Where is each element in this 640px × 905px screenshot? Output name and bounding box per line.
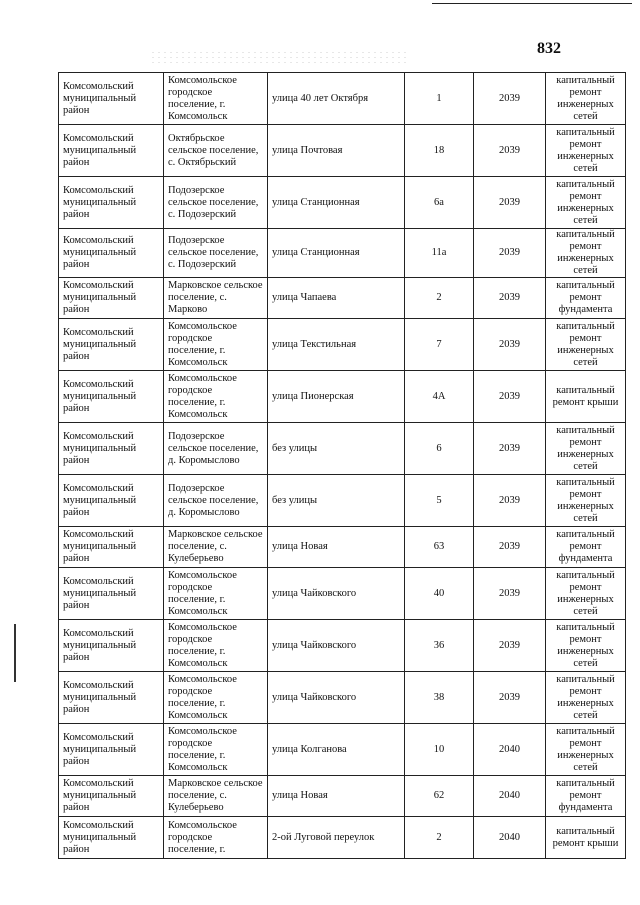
work-type-cell: капитальный ремонт инженерных сетей xyxy=(546,319,626,371)
year-cell: 2040 xyxy=(474,776,546,817)
year-cell: 2040 xyxy=(474,724,546,776)
settlement-cell: Октябрьское сельское поселение, с. Октябрьский xyxy=(164,125,268,177)
settlement-cell: Марковское сельское поселение, с. Марково xyxy=(164,278,268,319)
work-type-cell: капитальный ремонт инженерных сетей xyxy=(546,423,626,475)
district-cell: Комсомольский муниципальный район xyxy=(59,527,164,568)
year-cell: 2039 xyxy=(474,475,546,527)
year-cell: 2039 xyxy=(474,229,546,278)
street-cell: улица Чайковского xyxy=(268,620,405,672)
street-cell: 2-ой Луговой переулок xyxy=(268,817,405,859)
work-type-cell: капитальный ремонт фундамента xyxy=(546,278,626,319)
table-row xyxy=(59,527,626,568)
table-row xyxy=(59,423,626,475)
work-type-cell: капитальный ремонт инженерных сетей xyxy=(546,177,626,229)
year-cell: 2039 xyxy=(474,620,546,672)
table-row xyxy=(59,776,626,817)
street-cell: без улицы xyxy=(268,423,405,475)
table-row xyxy=(59,568,626,620)
district-cell: Комсомольский муниципальный район xyxy=(59,475,164,527)
table-row xyxy=(59,73,626,125)
work-type-cell: капитальный ремонт крыши xyxy=(546,371,626,423)
table-row xyxy=(59,229,626,278)
settlement-cell: Подозерское сельское поселение, д. Коромыслово xyxy=(164,475,268,527)
page-number: 832 xyxy=(537,40,561,57)
year-cell: 2039 xyxy=(474,371,546,423)
settlement-cell: Комсомольское городское поселение, г. Комсомольск xyxy=(164,73,268,125)
district-cell: Комсомольский муниципальный район xyxy=(59,620,164,672)
house-number-cell: 40 xyxy=(405,568,474,620)
year-cell: 2039 xyxy=(474,177,546,229)
district-cell: Комсомольский муниципальный район xyxy=(59,724,164,776)
street-cell: улица Чайковского xyxy=(268,672,405,724)
year-cell: 2039 xyxy=(474,319,546,371)
year-cell: 2039 xyxy=(474,125,546,177)
settlement-cell: Комсомольское городское поселение, г. Комсомольск xyxy=(164,371,268,423)
year-cell: 2039 xyxy=(474,278,546,319)
house-number-cell: 6а xyxy=(405,177,474,229)
work-type-cell: капитальный ремонт инженерных сетей xyxy=(546,125,626,177)
settlement-cell: Комсомольское городское поселение, г. Комсомольск xyxy=(164,620,268,672)
work-type-cell: капитальный ремонт инженерных сетей xyxy=(546,568,626,620)
table-row xyxy=(59,177,626,229)
street-cell: улица Текстильная xyxy=(268,319,405,371)
district-cell: Комсомольский муниципальный район xyxy=(59,125,164,177)
house-number-cell: 4А xyxy=(405,371,474,423)
settlement-cell: Комсомольское городское поселение, г. Комсомольск xyxy=(164,672,268,724)
year-cell: 2040 xyxy=(474,817,546,859)
street-cell: улица Новая xyxy=(268,776,405,817)
district-cell: Комсомольский муниципальный район xyxy=(59,817,164,859)
house-number-cell: 18 xyxy=(405,125,474,177)
year-cell: 2039 xyxy=(474,672,546,724)
district-cell: Комсомольский муниципальный район xyxy=(59,568,164,620)
table-row xyxy=(59,672,626,724)
district-cell: Комсомольский муниципальный район xyxy=(59,423,164,475)
house-number-cell: 5 xyxy=(405,475,474,527)
settlement-cell: Марковское сельское поселение, с. Кулеберьево xyxy=(164,527,268,568)
table-row xyxy=(59,371,626,423)
year-cell: 2039 xyxy=(474,568,546,620)
settlement-cell: Подозерское сельское поселение, с. Подозерский xyxy=(164,177,268,229)
settlement-cell: Комсомольское городское поселение, г. Комсомольск xyxy=(164,724,268,776)
settlement-cell: Подозерское сельское поселение, д. Коромыслово xyxy=(164,423,268,475)
scan-noise xyxy=(150,50,410,66)
margin-mark xyxy=(14,624,16,682)
house-number-cell: 7 xyxy=(405,319,474,371)
district-cell: Комсомольский муниципальный район xyxy=(59,672,164,724)
work-type-cell: капитальный ремонт крыши xyxy=(546,817,626,859)
work-type-cell: капитальный ремонт инженерных сетей xyxy=(546,73,626,125)
district-cell: Комсомольский муниципальный район xyxy=(59,177,164,229)
street-cell: улица Пионерская xyxy=(268,371,405,423)
table-row xyxy=(59,319,626,371)
house-number-cell: 2 xyxy=(405,817,474,859)
year-cell: 2039 xyxy=(474,527,546,568)
settlement-cell: Комсомольское городское поселение, г. Комсомольск xyxy=(164,319,268,371)
work-type-cell: капитальный ремонт инженерных сетей xyxy=(546,620,626,672)
street-cell: улица Чайковского xyxy=(268,568,405,620)
house-number-cell: 11а xyxy=(405,229,474,278)
street-cell: улица 40 лет Октября xyxy=(268,73,405,125)
district-cell: Комсомольский муниципальный район xyxy=(59,776,164,817)
year-cell: 2039 xyxy=(474,73,546,125)
house-number-cell: 38 xyxy=(405,672,474,724)
street-cell: улица Чапаева xyxy=(268,278,405,319)
district-cell: Комсомольский муниципальный район xyxy=(59,319,164,371)
house-number-cell: 62 xyxy=(405,776,474,817)
house-number-cell: 10 xyxy=(405,724,474,776)
district-cell: Комсомольский муниципальный район xyxy=(59,371,164,423)
house-number-cell: 2 xyxy=(405,278,474,319)
table-row xyxy=(59,620,626,672)
house-number-cell: 1 xyxy=(405,73,474,125)
district-cell: Комсомольский муниципальный район xyxy=(59,229,164,278)
house-number-cell: 63 xyxy=(405,527,474,568)
registry-table-body xyxy=(59,73,626,859)
table-row xyxy=(59,724,626,776)
table-row xyxy=(59,125,626,177)
table-row xyxy=(59,817,626,859)
district-cell: Комсомольский муниципальный район xyxy=(59,278,164,319)
table-row xyxy=(59,475,626,527)
house-number-cell: 36 xyxy=(405,620,474,672)
street-cell: улица Станционная xyxy=(268,177,405,229)
house-number-cell: 6 xyxy=(405,423,474,475)
work-type-cell: капитальный ремонт инженерных сетей xyxy=(546,475,626,527)
street-cell: улица Новая xyxy=(268,527,405,568)
street-cell: без улицы xyxy=(268,475,405,527)
work-type-cell: капитальный ремонт инженерных сетей xyxy=(546,724,626,776)
top-rule xyxy=(432,3,632,4)
settlement-cell: Марковское сельское поселение, с. Кулеберьево xyxy=(164,776,268,817)
settlement-cell: Комсомольское городское поселение, г. xyxy=(164,817,268,859)
registry-table xyxy=(58,72,626,859)
settlement-cell: Комсомольское городское поселение, г. Комсомольск xyxy=(164,568,268,620)
work-type-cell: капитальный ремонт фундамента xyxy=(546,527,626,568)
work-type-cell: капитальный ремонт инженерных сетей xyxy=(546,672,626,724)
table-row xyxy=(59,278,626,319)
street-cell: улица Колганова xyxy=(268,724,405,776)
settlement-cell: Подозерское сельское поселение, с. Подозерский xyxy=(164,229,268,278)
work-type-cell: капитальный ремонт фундамента xyxy=(546,776,626,817)
year-cell: 2039 xyxy=(474,423,546,475)
work-type-cell: капитальный ремонт инженерных сетей xyxy=(546,229,626,278)
district-cell: Комсомольский муниципальный район xyxy=(59,73,164,125)
street-cell: улица Станционная xyxy=(268,229,405,278)
street-cell: улица Почтовая xyxy=(268,125,405,177)
